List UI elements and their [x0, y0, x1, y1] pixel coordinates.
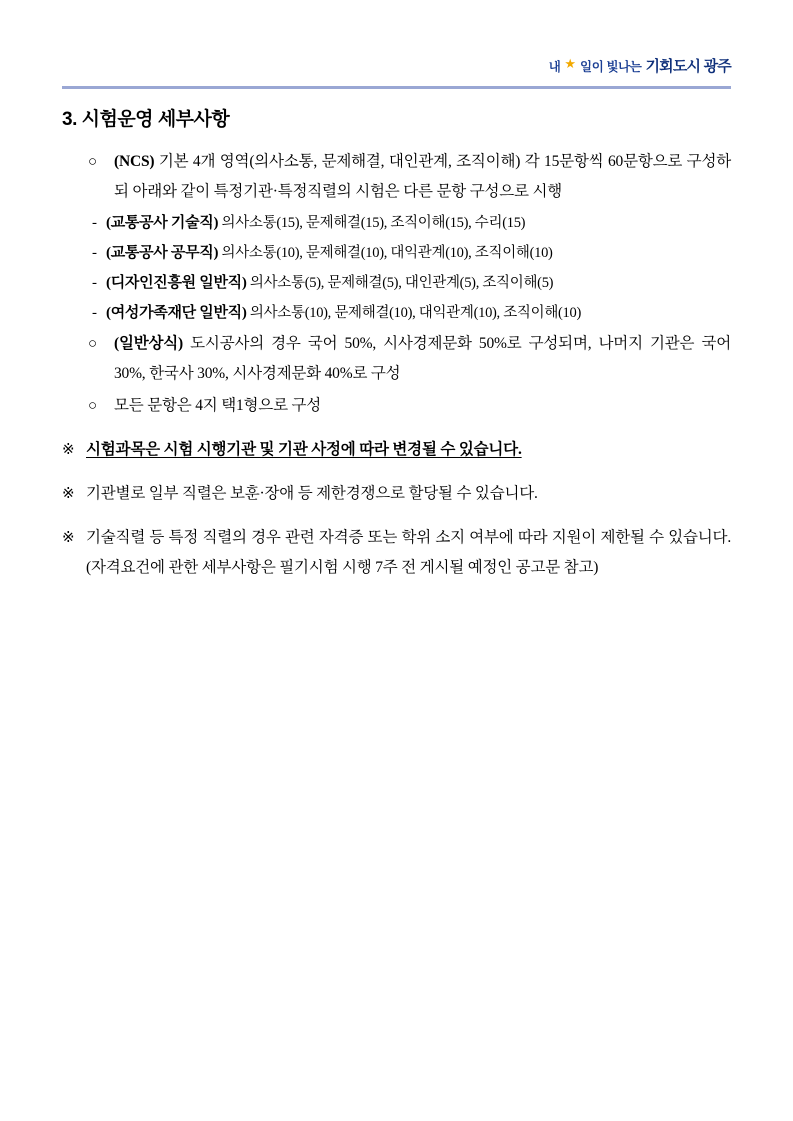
note-text: 기관별로 일부 직렬은 보훈·장애 등 제한경쟁으로 할당될 수 있습니다.	[86, 485, 538, 502]
list-item-body: 도시공사의 경우 국어 50%, 시사경제문화 50%로 구성되며, 나머지 기관은 국어 30%, 한국사 30%, 시사경제문화 40%로 구성	[114, 335, 731, 382]
logo-brand: 기회도시 광주	[645, 58, 731, 75]
star-icon: ★	[564, 55, 577, 71]
list-item-text	[114, 391, 731, 421]
list-item-body: 기본 4개 영역(의사소통, 문제해결, 대인관계, 조직이해) 각 15문항씩 60문항으로 구성하되 아래와 같이 특정기관·특정직렬의 시험은 다른 문항 구성으로 시행	[114, 153, 731, 200]
list-item-text	[106, 239, 731, 268]
list-item-lead: (일반상식)	[114, 335, 184, 352]
list-item	[62, 299, 731, 328]
list-item	[62, 391, 731, 421]
list-item-body: 모든 문항은 4지 택1형으로 구성	[114, 397, 322, 414]
note-marker: ※	[62, 486, 75, 502]
bullet-marker: ○	[88, 336, 98, 352]
document-content	[62, 104, 731, 583]
list-item-body: 의사소통(10), 문제해결(10), 대익관계(10), 조직이해(10)	[246, 305, 581, 321]
note-item	[62, 435, 731, 465]
note-item	[62, 523, 731, 583]
list-item-lead: (여성가족재단 일반직)	[106, 305, 247, 321]
note-marker: ※	[62, 530, 75, 546]
list-item-lead: (NCS)	[114, 153, 155, 170]
list-item	[62, 147, 731, 207]
dash-marker: -	[92, 215, 97, 231]
logo-slogan-pre: 내	[548, 59, 561, 74]
list-item-lead: (디자인진흥원 일반직)	[106, 275, 247, 291]
list-item-text	[106, 299, 731, 328]
list-item-body: 의사소통(5), 문제해결(5), 대인관계(5), 조직이해(5)	[246, 275, 554, 291]
logo-slogan-post: 일이 빛나는	[580, 59, 642, 74]
list-item-text	[114, 147, 731, 207]
bullet-marker: ○	[88, 398, 98, 414]
list-item	[62, 239, 731, 268]
page-title: 3. 시험운영 세부사항	[62, 109, 230, 130]
list-item-body: 의사소통(10), 문제해결(10), 대익관계(10), 조직이해(10)	[218, 245, 553, 261]
list-item-body: 의사소통(15), 문제해결(15), 조직이해(15), 수리(15)	[218, 215, 526, 231]
dash-marker: -	[92, 305, 97, 321]
list-item	[62, 209, 731, 238]
list-item-text	[114, 329, 731, 389]
dash-marker: -	[92, 245, 97, 261]
organization-logo	[549, 55, 731, 76]
list-item	[62, 269, 731, 298]
list-item-lead: (교통공사 기술직)	[106, 215, 219, 231]
list-item-text	[106, 209, 731, 238]
list-item-lead: (교통공사 공무직)	[106, 245, 219, 261]
bullet-marker: ○	[88, 154, 98, 170]
list-item	[62, 329, 731, 389]
note-text: 기술직렬 등 특정 직렬의 경우 관련 자격증 또는 학위 소지 여부에 따라 지원이 제한될 수 있습니다.(자격요건에 관한 세부사항은 필기시험 시행 7주 전 게시될 예정인 공고문 참고)	[86, 529, 731, 576]
list-item-text	[106, 269, 731, 298]
header-divider	[62, 86, 731, 89]
note-marker: ※	[62, 442, 75, 458]
dash-marker: -	[92, 275, 97, 291]
note-item	[62, 479, 731, 509]
note-text: 시험과목은 시험 시행기관 및 기관 사정에 따라 변경될 수 있습니다.	[86, 441, 522, 458]
